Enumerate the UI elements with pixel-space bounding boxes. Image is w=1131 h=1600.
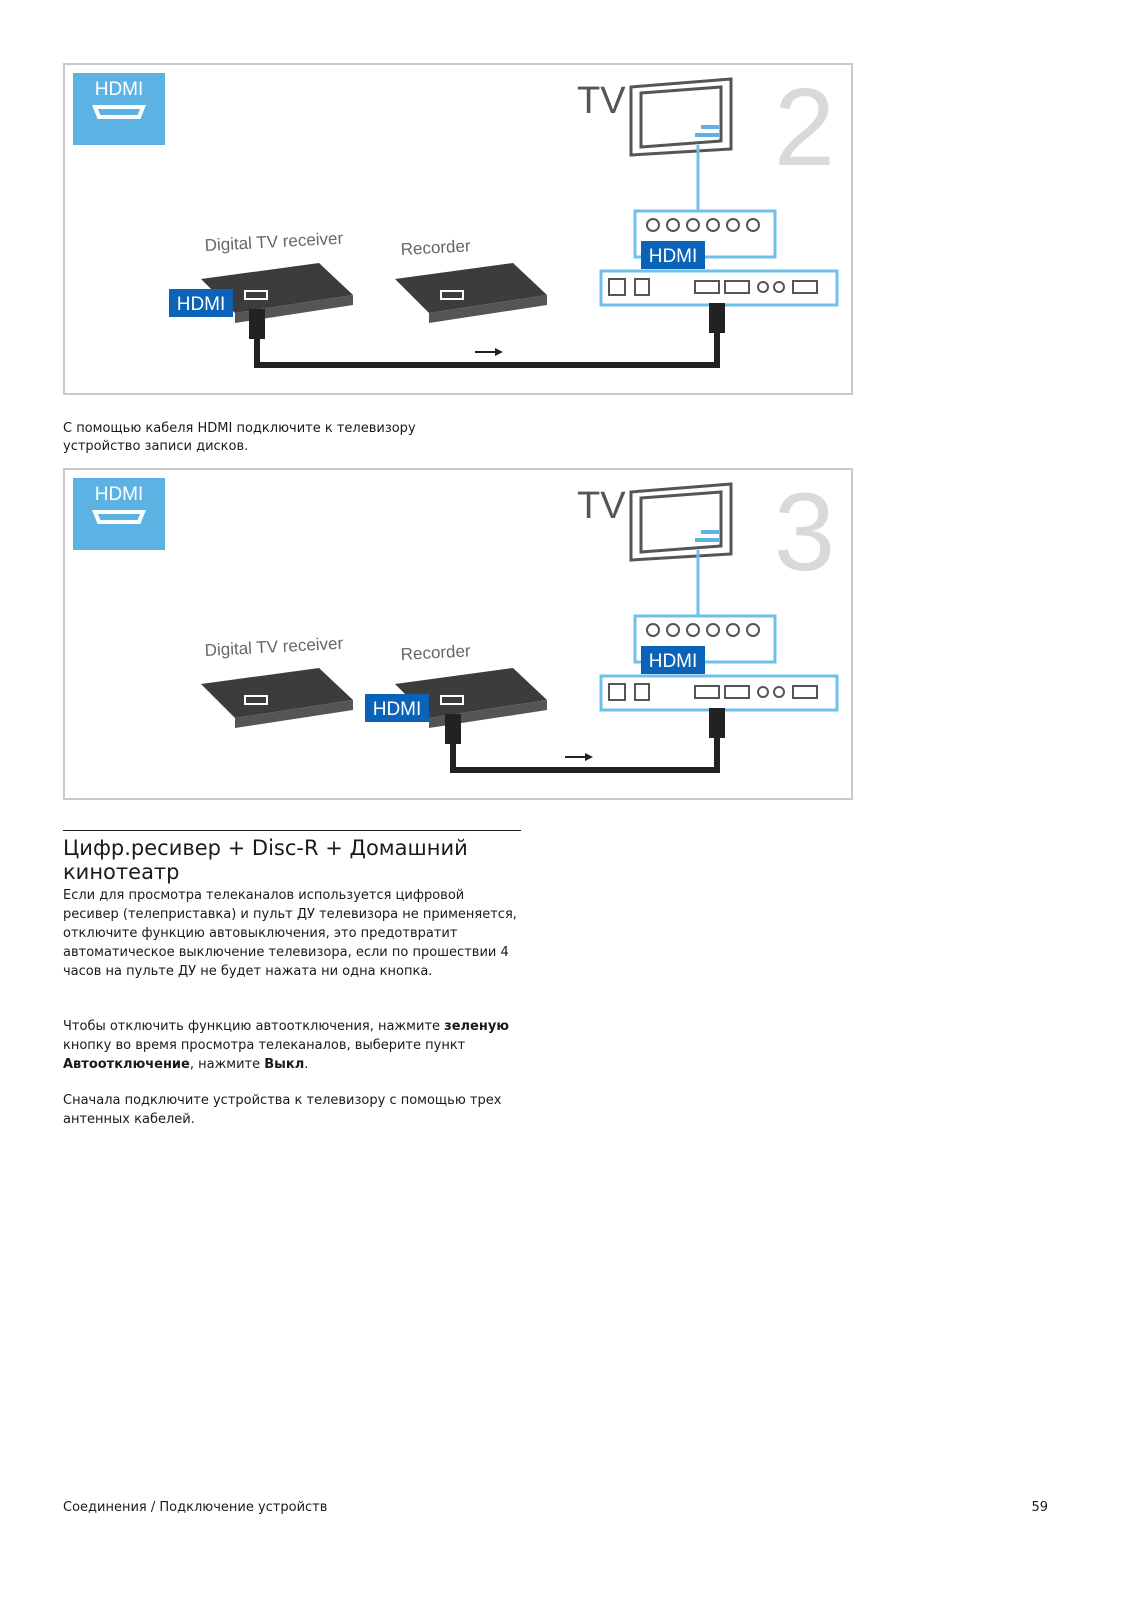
connection-diagram-2 bbox=[65, 470, 851, 798]
connection-diagram-1 bbox=[65, 65, 851, 393]
step-number: 3 bbox=[773, 471, 835, 594]
page-number: 59 bbox=[1031, 1500, 1048, 1515]
tv-icon bbox=[631, 79, 731, 155]
paragraph-auto-off-info: Если для просмотра телеканалов используется цифровой ресивер (телеприставка) и пульт ДУ телевизора не применяется, отключите функцию автовыключения, это предотвратит автоматическое выключение телевизора, если по прошествии 4 часов на пульте ДУ не будет нажата ни одна кнопка. bbox=[63, 888, 517, 979]
receiver-label: Digital TV receiver bbox=[204, 633, 344, 660]
paragraph-auto-off-instructions: Чтобы отключить функцию автоотключения, нажмите зеленую кнопку во время просмотра телеканалов, выберите пункт Автоотключение, нажмите Выкл. bbox=[63, 1019, 509, 1072]
section-rule bbox=[63, 830, 521, 831]
svg-text:HDMI: HDMI bbox=[176, 294, 226, 315]
svg-text:HDMI: HDMI bbox=[648, 651, 698, 672]
paragraph-antenna-cables: Сначала подключите устройства к телевизору с помощью трех антенных кабелей. bbox=[63, 1093, 502, 1127]
hdmi-badge-label: HDMI bbox=[94, 79, 144, 100]
step-number: 2 bbox=[773, 66, 835, 189]
section-title: Цифр.ресивер + Disc-R + Домашний кинотеатр bbox=[63, 836, 468, 884]
tv-label: TV bbox=[577, 80, 626, 122]
recorder-label: Recorder bbox=[400, 641, 472, 664]
recorder-label: Recorder bbox=[400, 236, 472, 259]
auto-off-term: Автоотключение bbox=[63, 1057, 190, 1072]
receiver-label: Digital TV receiver bbox=[204, 228, 344, 255]
footer-breadcrumb: Соединения / Подключение устройств bbox=[63, 1500, 328, 1515]
recorder-device-icon bbox=[395, 263, 547, 323]
tv-icon bbox=[631, 484, 731, 560]
figure-step-2 bbox=[63, 63, 853, 395]
svg-text:HDMI: HDMI bbox=[648, 246, 698, 267]
off-term: Выкл bbox=[264, 1057, 305, 1072]
figure-step-3 bbox=[63, 468, 853, 800]
svg-text:HDMI: HDMI bbox=[372, 699, 422, 720]
hdmi-badge-label: HDMI bbox=[94, 484, 144, 505]
receiver-device-icon bbox=[201, 668, 353, 728]
green-key-term: зеленую bbox=[444, 1019, 509, 1034]
tv-label: TV bbox=[577, 485, 626, 527]
figure-caption: С помощью кабеля HDMI подключите к телевизору устройство записи дисков. bbox=[63, 421, 416, 454]
